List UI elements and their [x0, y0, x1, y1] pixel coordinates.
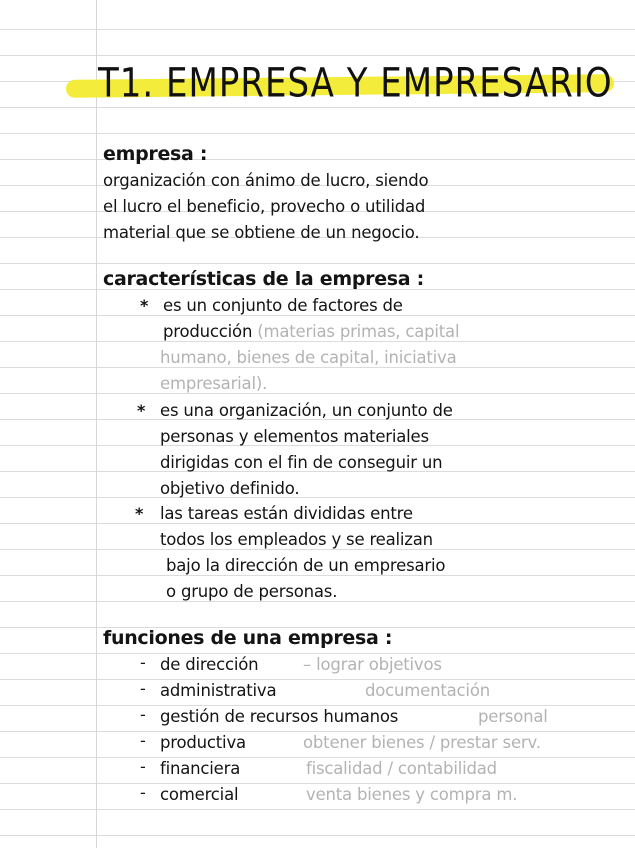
function-detail: obtener bienes / prestar serv. [303, 733, 541, 752]
characteristic-line: bajo la dirección de un empresario [166, 556, 446, 575]
characteristic-text: producción [163, 322, 253, 341]
characteristic-line: dirigidas con el fin de conseguir un [160, 453, 443, 472]
bullet-marker: * [137, 401, 146, 420]
dash-marker: - [140, 731, 146, 750]
characteristic-note: humano, bienes de capital, iniciativa [160, 348, 457, 367]
page-margin-line [96, 0, 97, 848]
bullet-marker: * [135, 504, 144, 523]
section-heading-funciones: funciones de una empresa : [103, 627, 393, 649]
section-heading-caracteristicas: características de la empresa : [103, 268, 424, 290]
function-name: productiva [160, 733, 246, 752]
characteristic-line: o grupo de personas. [166, 582, 338, 601]
definition-line: el lucro el beneficio, provecho o utilidad [103, 197, 426, 216]
characteristic-line: es un conjunto de factores de [163, 296, 403, 315]
function-name: administrativa [160, 681, 277, 700]
function-name: de dirección [160, 655, 259, 674]
function-name: comercial [160, 785, 239, 804]
dash-marker: - [140, 783, 146, 802]
characteristic-line: es una organización, un conjunto de [160, 401, 453, 420]
characteristic-line: objetivo definido. [160, 479, 300, 498]
definition-line: material que se obtiene de un negocio. [103, 223, 420, 242]
characteristic-line [163, 319, 459, 345]
dash-marker: - [140, 653, 146, 672]
function-name: financiera [160, 759, 241, 778]
function-detail: – lograr objetivos [303, 655, 442, 674]
function-detail: personal [478, 707, 548, 726]
function-detail: venta bienes y compra m. [306, 785, 518, 804]
dash-marker: - [140, 705, 146, 724]
bullet-marker: * [140, 296, 149, 315]
dash-marker: - [140, 679, 146, 698]
characteristic-note: empresarial). [160, 374, 268, 393]
page-title: T1. EMPRESA Y EMPRESARIO [98, 60, 613, 108]
section-heading-empresa: empresa : [103, 143, 208, 165]
characteristic-note: (materias primas, capital [257, 322, 460, 341]
definition-line: organización con ánimo de lucro, siendo [103, 171, 429, 190]
characteristic-line: todos los empleados y se realizan [160, 530, 433, 549]
characteristic-line: las tareas están divididas entre [160, 504, 413, 523]
function-detail: documentación [365, 681, 490, 700]
characteristic-line: personas y elementos materiales [160, 427, 429, 446]
function-detail: fiscalidad / contabilidad [306, 759, 497, 778]
dash-marker: - [140, 757, 146, 776]
function-name: gestión de recursos humanos [160, 707, 399, 726]
